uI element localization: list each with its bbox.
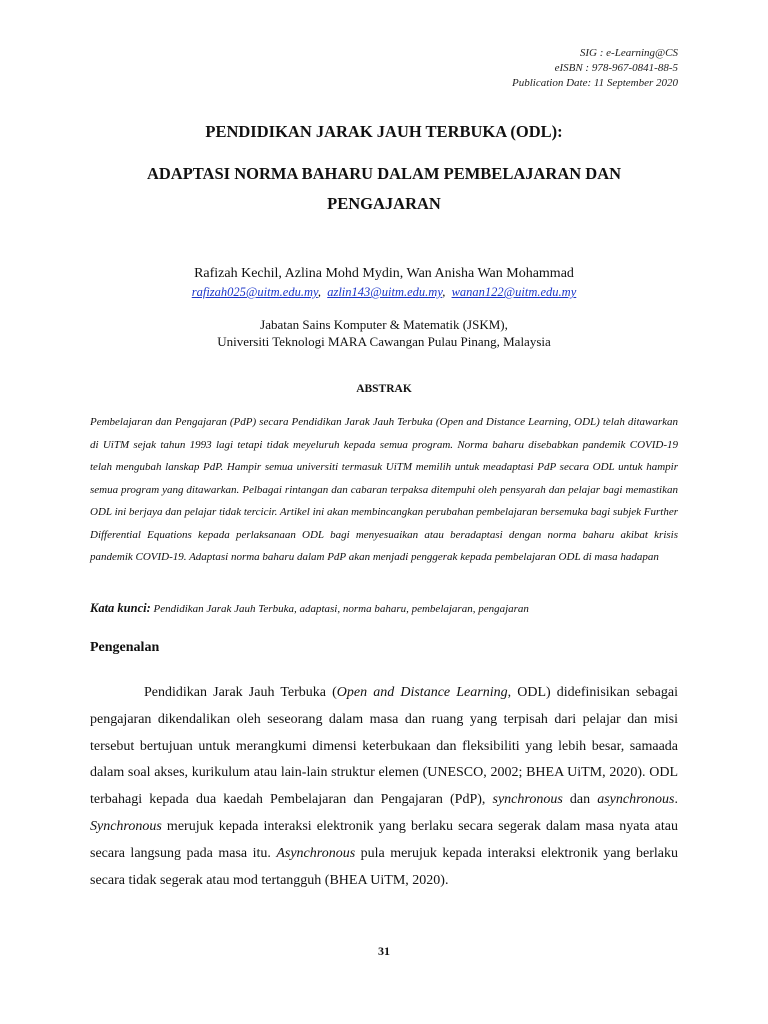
- intro-italic-term: Synchronous: [90, 818, 162, 834]
- author-emails: rafizah025@uitm.edu.my, azlin143@uitm.edu.my, wanan122@uitm.edu.my: [191, 285, 577, 299]
- publication-header: [512, 46, 678, 91]
- abstract-text: Pembelajaran dan Pengajaran (PdP) secara Pendidikan Jarak Jauh Terbuka (Open and Distance Learning, ODL) telah ditawarkan di UiTM sejak tahun 1993 lagi tetapi tidak meyeluruh kepada semua program. Norma baharu disebabkan pandemik COVID-19 telah mengubah lanskap PdP. Hampir semua universiti termasuk UiTM memilih untuk meadaptasi PdP secara ODL untuk hampir semua program yang ditawarkan. Pelbagai rintangan dan cabaran terpaksa ditempuhi oleh pensyarah dan pelajar bagi memastikan ODL ini berjaya dan pelajar tidak tercicir. Artikel ini akan membincangkan perubahan pembelajaran bersemuka bagi subjek Further Differential Equations kepada perlaksanaan ODL bagi menyesuaikan atau beradaptasi dengan norma baharu akibat krisis pandemik COVID-19. Adaptasi norma baharu dalam PdP akan menjadi penggerak kepada pembelajaran ODL di masa hadapan: [90, 416, 678, 563]
- section-heading-pengenalan: Pengenalan: [90, 640, 160, 655]
- page-number: 31: [378, 944, 390, 958]
- intro-text: .: [674, 792, 678, 808]
- keywords-text: Pendidikan Jarak Jauh Terbuka, adaptasi, norma baharu, pembelajaran, pengajaran: [150, 603, 529, 615]
- author-list: Rafizah Kechil, Azlina Mohd Mydin, Wan Anisha Wan Mohammad: [194, 266, 574, 281]
- intro-italic-term: Asynchronous: [276, 845, 356, 861]
- intro-italic-term: asynchronous: [597, 792, 675, 808]
- affiliation: [90, 316, 678, 350]
- intro-italic-term: synchronous: [492, 792, 563, 808]
- intro-paragraph: [90, 680, 678, 894]
- paper-title-line-2: ADAPTASI NORMA BAHARU DALAM PEMBELAJARAN DAN: [146, 164, 622, 183]
- intro-text: , ODL) didefinisikan sebagai pengajaran dikendalikan oleh seseorang dalam masa dan ruang yang terpisah dari pelajar dan misi tersebut bertujuan untuk merangkumi dimensi keterbukaan dan fleksibiliti yang lebih besar, samaada dalam soal akses, kurikulum atau lain-lain struktur elemen (UNESCO, 2002; BHEA UiTM, 2020). ODL terbahagi kepada dua kaedah Pembelajaran dan Pengajaran (PdP),: [90, 685, 678, 808]
- intro-text: merujuk kepada interaksi elektronik yang berlaku secara segerak dalam masa nyata atau secara langsung pada masa itu.: [90, 818, 678, 861]
- email-link-azlin[interactable]: azlin143@uitm.edu.my: [327, 285, 443, 299]
- intro-text: Pendidikan Jarak Jauh Terbuka (: [144, 685, 337, 700]
- abstract-heading: ABSTRAK: [356, 383, 412, 395]
- intro-italic-term: Open and Distance Learning: [336, 685, 508, 700]
- sig-label: SIG : e-Learning@CS: [579, 47, 678, 59]
- paper-title-line-3: PENGAJARAN: [327, 194, 441, 213]
- affiliation-department: Jabatan Sains Komputer & Matematik (JSKM),: [260, 317, 508, 332]
- intro-text: pula merujuk kepada interaksi elektronik yang berlaku secara tidak segerak atau mod tertangguh (BHEA UiTM, 2020).: [90, 845, 678, 888]
- keywords: [90, 601, 678, 616]
- intro-text: dan: [562, 792, 598, 808]
- email-link-rafizah[interactable]: rafizah025@uitm.edu.my: [191, 285, 318, 299]
- keywords-label: Kata kunci:: [90, 601, 151, 615]
- affiliation-university: Universiti Teknologi MARA Cawangan Pulau Pinang, Malaysia: [217, 334, 551, 349]
- eisbn-label: eISBN : 978-967-0841-88-5: [554, 62, 678, 74]
- email-link-wanan[interactable]: wanan122@uitm.edu.my: [451, 285, 577, 299]
- paper-title-line-1: PENDIDIKAN JARAK JAUH TERBUKA (ODL):: [205, 122, 563, 141]
- publication-date: Publication Date: 11 September 2020: [512, 77, 678, 89]
